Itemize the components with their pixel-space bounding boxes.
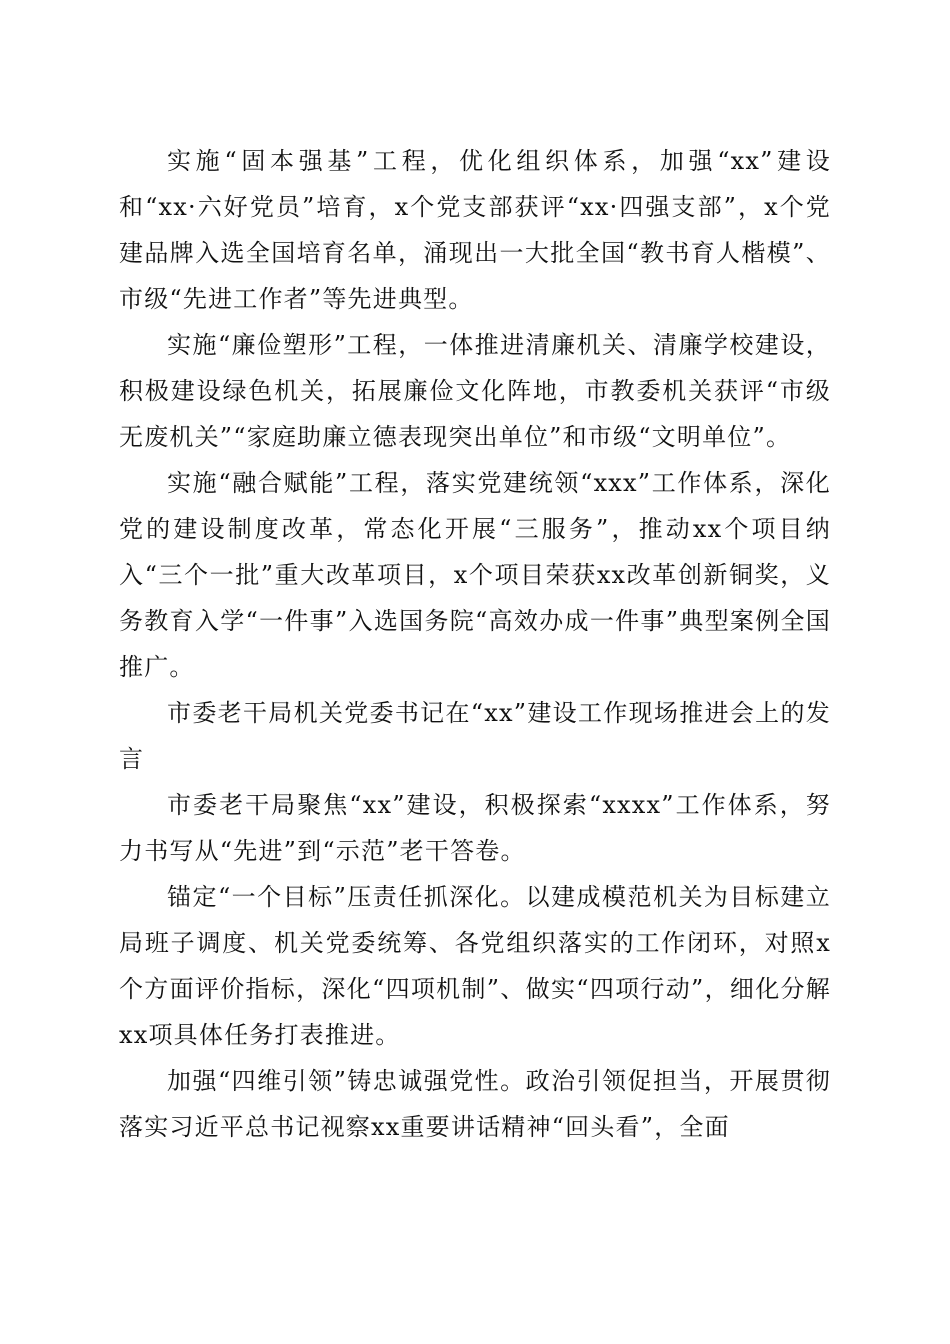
paragraph-2: 实施“廉俭塑形”工程，一体推进清廉机关、清廉学校建设，积极建设绿色机关，拓展廉俭文化阵地，市教委机关获评“市级无废机关”“家庭助廉立德表现突出单位”和市级“文明单位”。 (119, 331, 831, 451)
speech-title: 市委老干局机关党委书记在“xx”建设工作现场推进会上的发言 (119, 699, 831, 773)
paragraph-3: 实施“融合赋能”工程，落实党建统领“xxx”工作体系，深化党的建设制度改革，常态化开展“三服务”，推动xx个项目纳入“三个一批”重大改革项目，x个项目荣获xx改革创新铜奖，义务教育入学“一件事”入选国务院“高效办成一件事”典型案例全国推广。 (119, 469, 831, 681)
paragraph-5: 市委老干局聚焦“xx”建设，积极探索“xxxx”工作体系，努力书写从“先进”到“示范”老干答卷。 (119, 791, 831, 865)
document-body (119, 138, 831, 1150)
paragraph-7: 加强“四维引领”铸忠诚强党性。政治引领促担当，开展贯彻落实习近平总书记视察xx重要讲话精神“回头看”，全面 (119, 1067, 831, 1141)
paragraph-1: 实施“固本强基”工程，优化组织体系，加强“xx”建设和“xx·六好党员”培育，x个党支部获评“xx·四强支部”，x个党建品牌入选全国培育名单，涌现出一大批全国“教书育人楷模”、市级“先进工作者”等先进典型。 (119, 147, 831, 313)
paragraph-6: 锚定“一个目标”压责任抓深化。以建成模范机关为目标建立局班子调度、机关党委统筹、各党组织落实的工作闭环，对照x个方面评价指标，深化“四项机制”、做实“四项行动”，细化分解xx项具体任务打表推进。 (119, 883, 831, 1049)
